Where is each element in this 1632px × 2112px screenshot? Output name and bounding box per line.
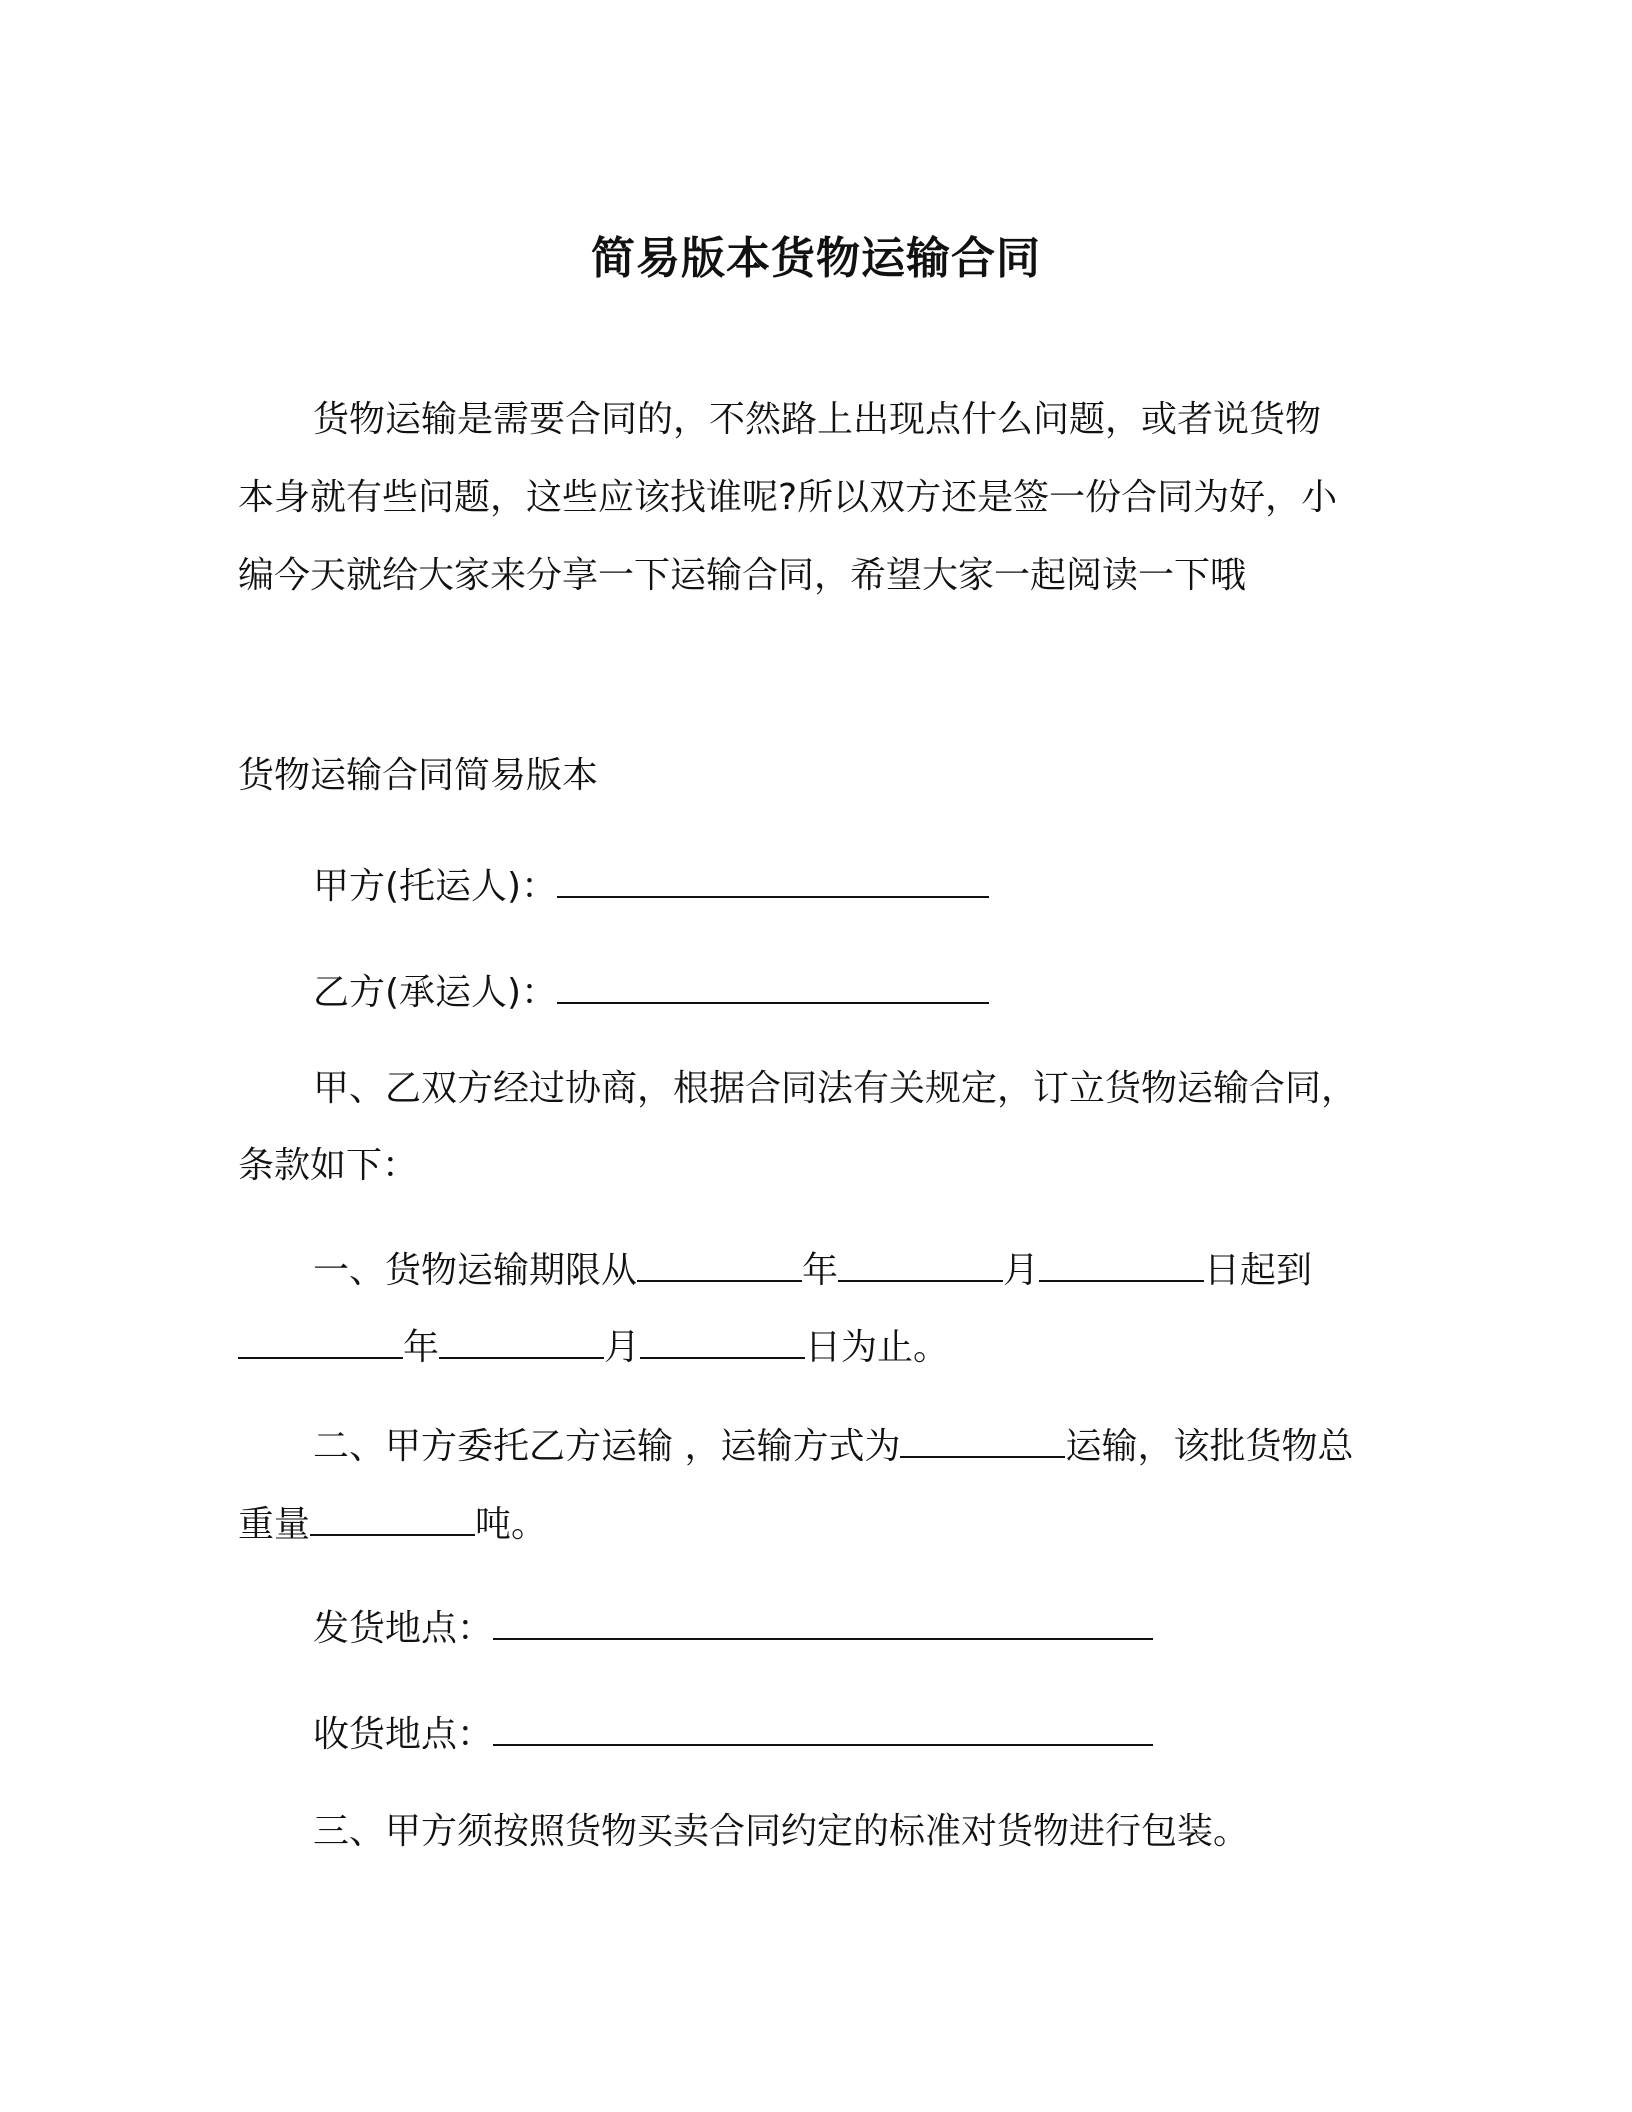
weight-unit: 吨。 (475, 1504, 548, 1545)
start-month-blank (838, 1246, 1003, 1282)
shipping-place-blank (493, 1604, 1153, 1640)
party-b-label: 乙方(承运人)： (313, 972, 558, 1013)
shipping-place-line (313, 1604, 1153, 1653)
start-year-blank (637, 1246, 802, 1282)
party-a-label: 甲方(托运人)： (313, 866, 558, 907)
intro-line-2: 本身就有些问题，这些应该找谁呢?所以双方还是签一份合同为好，小 (238, 477, 1338, 518)
transport-mode-blank (900, 1422, 1065, 1458)
party-b-blank (557, 968, 989, 1004)
clause1-day-to-label: 日为止。 (805, 1327, 950, 1368)
end-month-blank (439, 1323, 604, 1359)
clause2-line-2 (238, 1500, 547, 1549)
clause1-month-label: 月 (1003, 1250, 1040, 1291)
receiving-place-blank (493, 1710, 1153, 1746)
party-a-line (313, 862, 989, 911)
intro-line-3: 编今天就给大家来分享一下运输合同，希望大家一起阅读一下哦 (238, 555, 1247, 596)
end-day-blank (640, 1323, 805, 1359)
receiving-place-label: 收货地点： (313, 1714, 494, 1755)
clause1-day-from-label: 日起到 (1204, 1250, 1313, 1291)
shipping-place-label: 发货地点： (313, 1608, 494, 1649)
receiving-place-line (313, 1710, 1153, 1759)
party-b-line (313, 968, 989, 1017)
clause2-line-1 (313, 1422, 1353, 1471)
weight-label: 重量 (238, 1504, 311, 1545)
party-a-blank (557, 862, 989, 898)
clause2-suffix: 运输，该批货物总 (1065, 1426, 1354, 1467)
clause1-prefix: 一、货物运输期限从 (313, 1250, 638, 1291)
section-subtitle: 货物运输合同简易版本 (238, 755, 599, 796)
clause2-prefix: 二、甲方委托乙方运输 ，运输方式为 (313, 1426, 901, 1467)
end-year-blank (238, 1323, 403, 1359)
agreement-line-2: 条款如下： (238, 1145, 419, 1186)
document-title: 简易版本货物运输合同 (591, 233, 1041, 284)
intro-line-1: 货物运输是需要合同的，不然路上出现点什么问题，或者说货物 (313, 399, 1322, 440)
clause1-line-2 (238, 1323, 949, 1372)
clause3-line: 三、甲方须按照货物买卖合同约定的标准对货物进行包装。 (313, 1811, 1250, 1852)
clause1-month-label-2: 月 (604, 1327, 641, 1368)
start-day-blank (1039, 1246, 1204, 1282)
weight-blank (310, 1500, 475, 1536)
agreement-line-1: 甲、乙双方经过协商，根据合同法有关规定，订立货物运输合同， (313, 1068, 1358, 1109)
clause1-line-1 (313, 1246, 1312, 1295)
clause1-year-label-2: 年 (403, 1327, 440, 1368)
clause1-year-label: 年 (802, 1250, 839, 1291)
